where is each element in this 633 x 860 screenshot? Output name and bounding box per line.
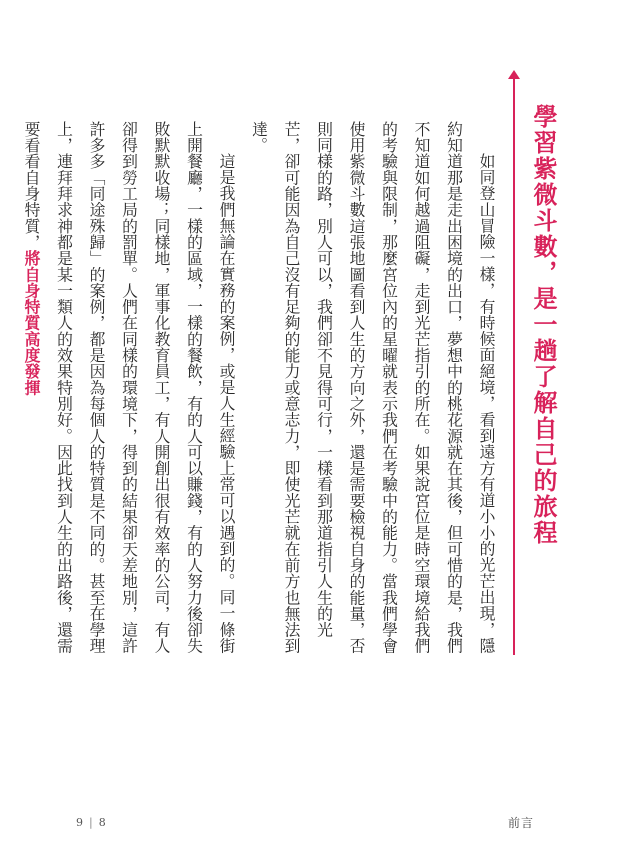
page-number bbox=[76, 816, 107, 829]
title-rule-line bbox=[513, 75, 515, 655]
page-number-left: 9 bbox=[76, 816, 84, 829]
paragraph-2 bbox=[15, 121, 243, 661]
section-label: 前言 bbox=[508, 816, 535, 830]
paragraph-2-text: 這是我們無論在實務的案例，或是人生經驗上常可以遇到的。同一條街上開餐廳，一樣的區域，一樣的餐飲，有的人可以賺錢，有的人努力後卻失敗默默收場；同樣地，軍事化教育員工，有人開創出很有效率的公司，有人卻得到勞工局的罰單。人們在同樣的環境下，得到的結果卻天差地別，這許許多多「同途殊歸」的案例，都是因為每個人的特質是不同的。甚至在學理上，連拜拜求神都是某一類人的效果特別好。因此找到人生的出路後，還需要看看自身特質， bbox=[22, 121, 236, 654]
body-text bbox=[22, 121, 502, 661]
paragraph-1: 如同登山冒險一樣，有時候面絕境，看到遠方有道小小的光芒出現，隱約知道那是走出困境的出口，夢想中的桃花源就在其後，但可惜的是，我們不知道如何越過阻礙，走到光芒指引的所在。如果說宮位是時空環境給我們的考驗與限制，那麼宮位內的星曜就表示我們在考驗中的能力。當我們學會使用紫微斗數這張地圖看到人生的方向之外，還是需要檢視自身的能量，否則同樣的路，別人可以，我們卻不見得可行，一樣看到那道指引人生的光芒，卻可能因為自己沒有足夠的能力或意志力，即使光芒就在前方也無法到達。 bbox=[249, 121, 496, 654]
page-number-separator: | bbox=[89, 816, 94, 829]
chapter-title: 學習紫微斗數，是一趟了解自己的旅程 bbox=[529, 104, 558, 546]
page-number-right: 8 bbox=[98, 816, 107, 829]
highlighted-phrase: 將自身特質高度發揮 bbox=[22, 250, 41, 396]
